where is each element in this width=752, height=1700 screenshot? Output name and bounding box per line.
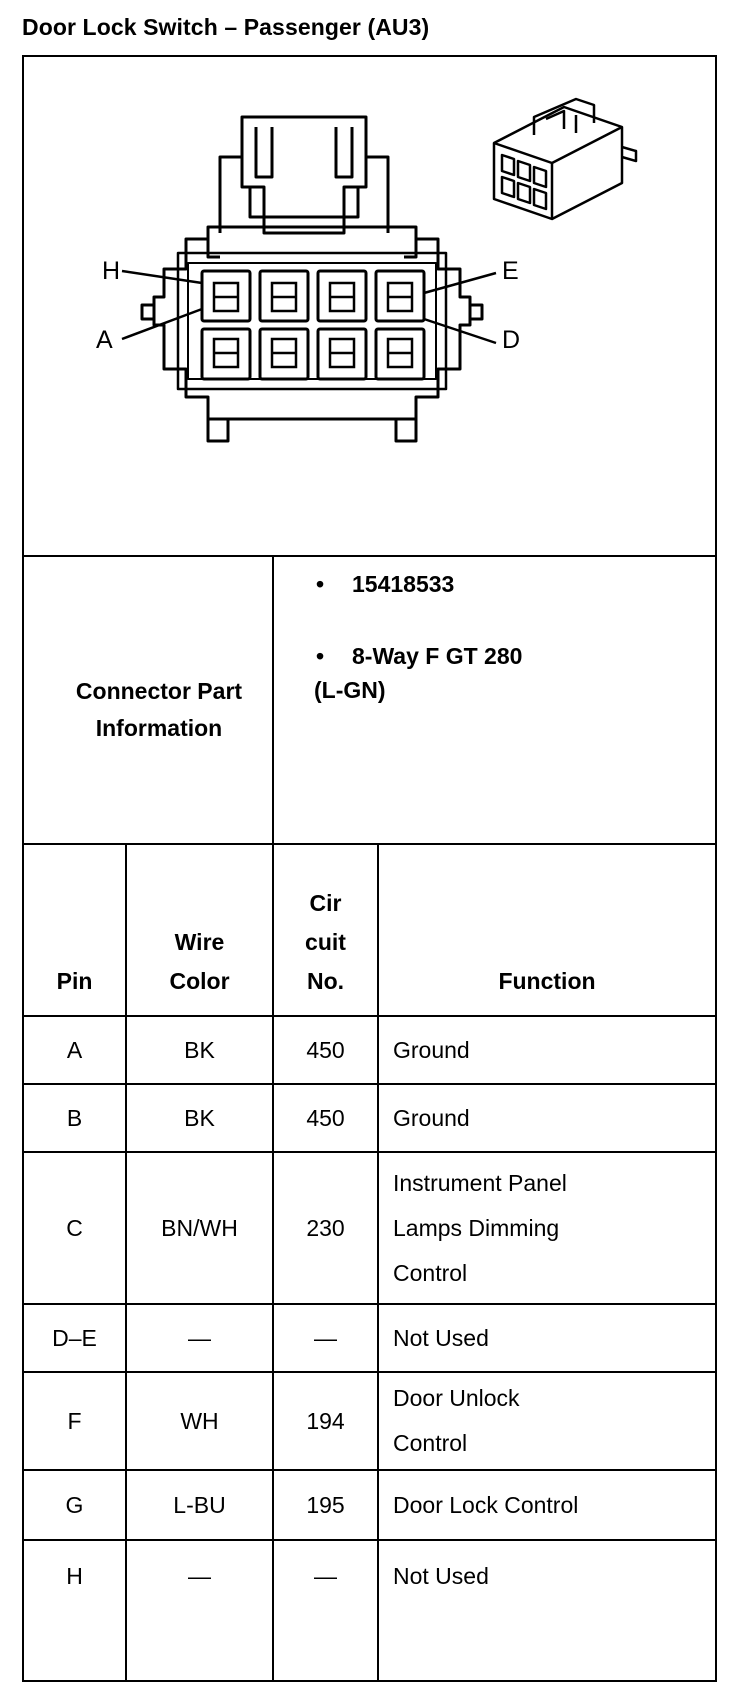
table-row-wire-color: — [188,1325,211,1351]
header-pin: Pin [56,968,93,994]
table-row-function: Instrument Panel Lamps Dimming Control [393,1169,567,1286]
table-row-wire-color: BK [184,1037,215,1063]
bullet: • [316,571,325,597]
latch-left-tab [256,127,272,177]
divider [272,557,274,863]
header-circuit-no: Cir cuit No. [305,890,346,994]
table-row-wire-color: BN/WH [161,1215,238,1241]
table-row-wire-color: WH [180,1408,219,1434]
connector-info-label-line2: Information [95,715,223,741]
table-row-wire-color: BK [184,1105,215,1131]
callout-a: A [96,326,113,354]
table-row-function: Door Unlock Control [393,1385,520,1456]
bullet: • [316,643,325,669]
table-row-circuit: 450 [306,1037,345,1063]
leader-line-a [122,309,202,339]
part-number: 15418533 [352,571,455,597]
table-row-function: Not Used [393,1562,489,1589]
table-row-function: Ground [393,1104,470,1131]
table-row-wire-color: — [188,1563,211,1589]
table-row-pin: D–E [52,1325,97,1351]
callout-e: E [502,257,519,285]
connector-sheet [22,55,717,1682]
table-row-function: Not Used [393,1324,489,1351]
table-row-function: Ground [393,1036,470,1063]
latch-right-tab [336,127,352,177]
table-row-pin: G [65,1492,84,1518]
table-row-pin: H [66,1563,83,1589]
callout-d: D [502,326,521,354]
page-title: Door Lock Switch – Passenger (AU3) [22,14,430,40]
table-row-wire-color: L-BU [173,1492,226,1518]
table-row-pin: C [66,1215,83,1241]
table-row-pin: F [67,1408,82,1434]
table-row-pin: A [66,1037,83,1063]
connector-description-line2: (L-GN) [314,677,386,703]
table-row-circuit: 450 [306,1105,345,1131]
table-row-pin: B [66,1105,83,1131]
connector-info-label [24,557,294,863]
table-row-circuit: 230 [306,1215,345,1241]
table-row-circuit: 194 [306,1408,345,1434]
connector-isometric-view [494,99,636,219]
header-wire-color: Wire Color [169,929,230,994]
header-function: Function [498,968,596,994]
table-row-circuit: 195 [306,1492,345,1518]
connector-description-line1: 8-Way F GT 280 [352,643,523,669]
connector-info-values [314,567,523,703]
table-row-circuit: — [314,1325,337,1351]
connector-info-label-line1: Connector Part [75,678,243,704]
connector-face-drawing [24,57,715,555]
table-row-function: Door Lock Control [393,1491,579,1518]
table-row-circuit: — [314,1563,337,1589]
connector-diagram [24,57,715,555]
leader-line-h [122,271,202,283]
pin-cavities [202,271,424,379]
callout-h: H [102,257,121,285]
